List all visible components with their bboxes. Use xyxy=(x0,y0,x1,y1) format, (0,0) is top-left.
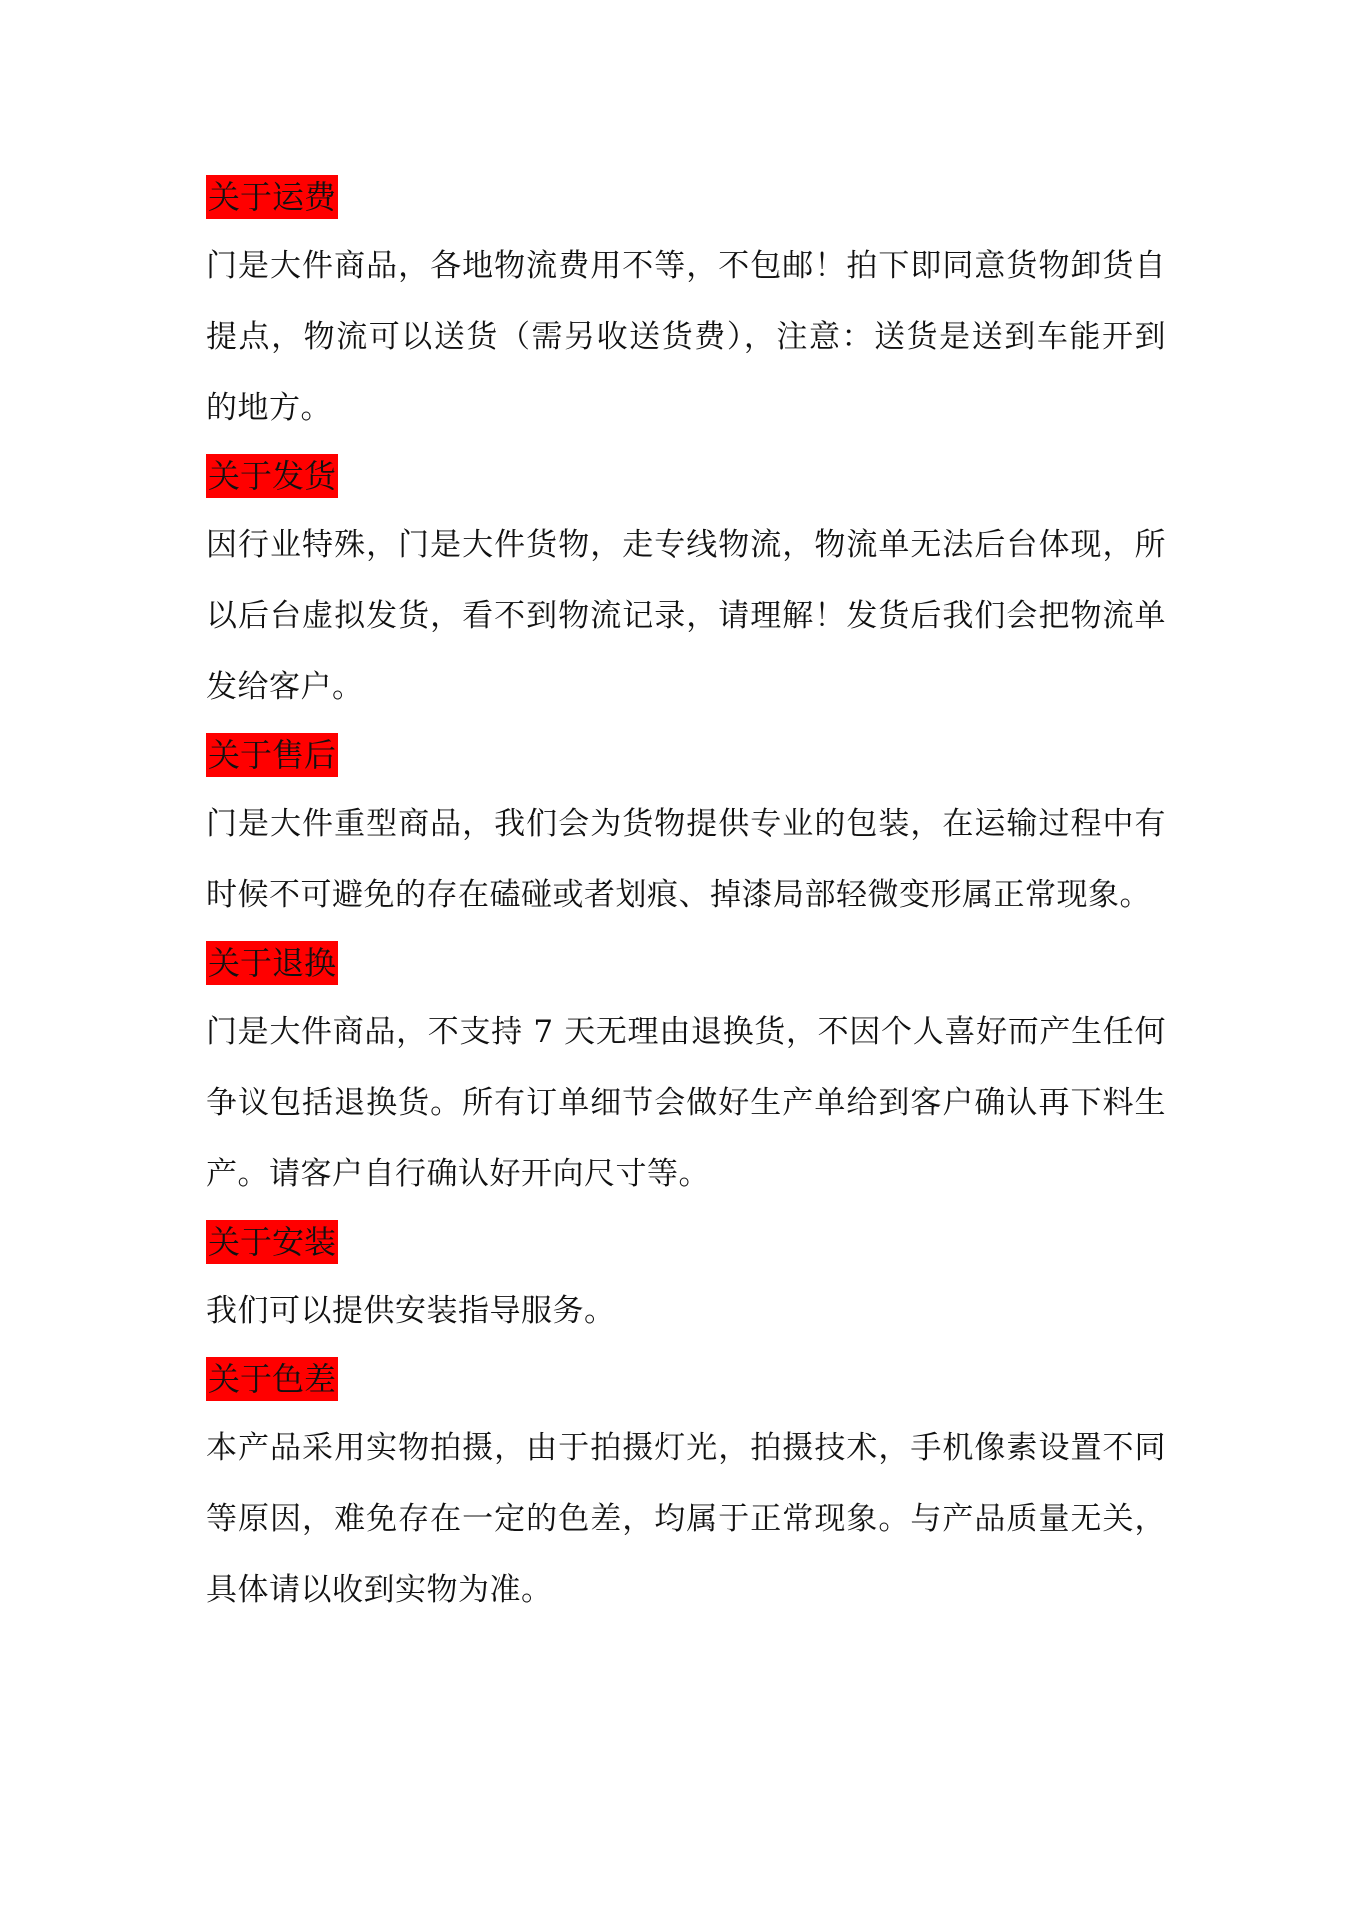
document-page xyxy=(206,175,1166,1636)
section-shipping-fee xyxy=(206,175,1166,444)
section-body: 门是大件商品，不支持 7 天无理由退换货，不因个人喜好而产生任何争议包括退换货。所有订单细节会做好生产单给到客户确认再下料生产。请客户自行确认好开向尺寸等。 xyxy=(206,1014,1166,1192)
section-heading: 关于运费 xyxy=(206,175,338,219)
section-body: 本产品采用实物拍摄，由于拍摄灯光，拍摄技术，手机像素设置不同等原因，难免存在一定的色差，均属于正常现象。与产品质量无关，具体请以收到实物为准。 xyxy=(206,1430,1166,1608)
section-returns xyxy=(206,941,1166,1210)
section-heading: 关于色差 xyxy=(206,1357,338,1401)
section-heading: 关于售后 xyxy=(206,733,338,777)
section-body: 门是大件重型商品，我们会为货物提供专业的包装，在运输过程中有时候不可避免的存在磕碰或者划痕、掉漆局部轻微变形属正常现象。 xyxy=(206,806,1166,913)
section-body: 门是大件商品，各地物流费用不等，不包邮！拍下即同意货物卸货自提点，物流可以送货（需另收送货费），注意：送货是送到车能开到的地方。 xyxy=(206,248,1166,426)
section-delivery xyxy=(206,454,1166,723)
section-installation xyxy=(206,1220,1166,1347)
section-color-difference xyxy=(206,1357,1166,1626)
section-body: 因行业特殊，门是大件货物，走专线物流，物流单无法后台体现，所以后台虚拟发货，看不到物流记录，请理解！发货后我们会把物流单发给客户。 xyxy=(206,527,1166,705)
section-heading: 关于发货 xyxy=(206,454,338,498)
section-body: 我们可以提供安装指导服务。 xyxy=(206,1293,616,1329)
section-after-sales xyxy=(206,733,1166,931)
section-heading: 关于安装 xyxy=(206,1220,338,1264)
section-heading: 关于退换 xyxy=(206,941,338,985)
